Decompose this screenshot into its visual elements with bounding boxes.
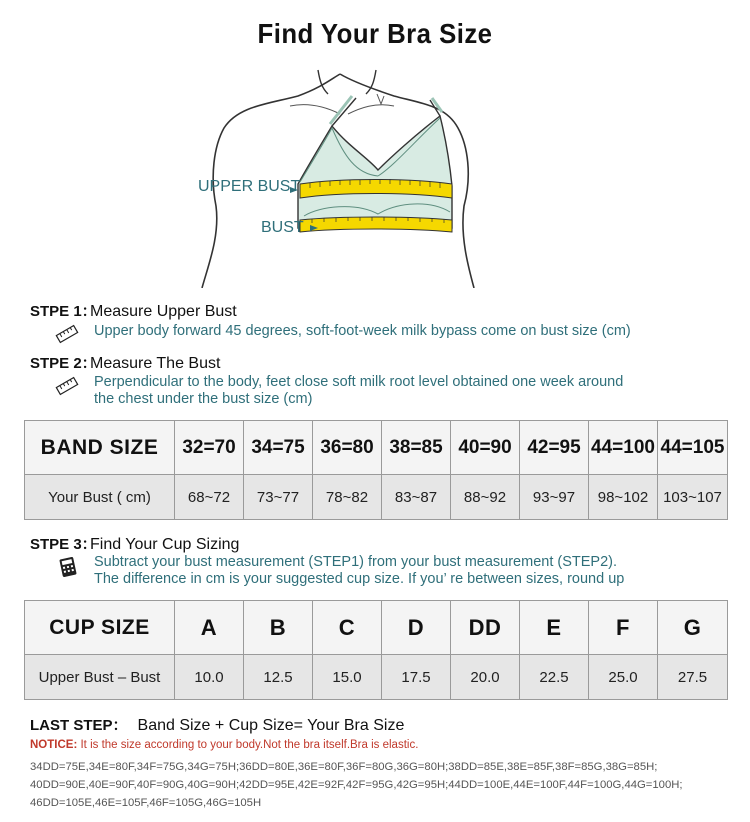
cup-value-cell: 12.5 bbox=[244, 655, 313, 700]
band-value-row bbox=[25, 475, 728, 520]
last-step-text: Band Size + Cup Size= Your Bra Size bbox=[137, 717, 405, 734]
cup-size-table bbox=[24, 600, 728, 700]
your-bust-label: Your Bust ( cm) bbox=[25, 475, 175, 520]
cup-header-cell: E bbox=[520, 601, 589, 655]
band-header-cell: 34=75 bbox=[244, 421, 313, 475]
size-conversion-list bbox=[30, 758, 730, 812]
step-2-heading bbox=[30, 352, 220, 373]
band-size-table bbox=[24, 420, 728, 520]
last-step-label: LAST STEP： bbox=[30, 717, 128, 734]
cup-value-cell: 10.0 bbox=[175, 655, 244, 700]
ruler-icon bbox=[55, 324, 79, 344]
notice bbox=[30, 739, 418, 751]
size-list-line-1: 34DD=75E,34E=80F,34F=75G,34G=75H;36DD=80E,36E=80F,36F=80G,36G=80H;38DD=85E,38E=85F,38F=85G,38G=85H; bbox=[30, 761, 658, 773]
bust-label: BUST bbox=[261, 219, 304, 236]
step-1-description: Upper body forward 45 degrees, soft-foot-week milk bypass come on bust size (cm) bbox=[94, 323, 631, 339]
cup-value-row bbox=[25, 655, 728, 700]
page-title: Find Your Bra Size bbox=[257, 18, 493, 49]
band-header-cell: 38=85 bbox=[382, 421, 451, 475]
cup-value-cell: 17.5 bbox=[382, 655, 451, 700]
cup-value-cell: 27.5 bbox=[658, 655, 728, 700]
step-3-description bbox=[94, 554, 624, 588]
size-list-line-2: 40DD=90E,40E=90F,40F=90G,40G=90H;42DD=95E,42E=92F,42F=95G,42G=95H;44DD=100E,44E=100F,44F=100G,44G=100H; bbox=[30, 779, 683, 791]
cup-header-cell: D bbox=[382, 601, 451, 655]
cup-header-cell: B bbox=[244, 601, 313, 655]
step-2-title: Measure The Bust bbox=[90, 355, 221, 372]
band-value-cell: 78~82 bbox=[313, 475, 382, 520]
step-2-description-line-2: the chest under the bust size (cm) bbox=[94, 391, 313, 407]
step-1-number: STPE 1： bbox=[30, 303, 97, 320]
step-3-description-line-2: The difference in cm is your suggested cup size. If you’ re between sizes, round up bbox=[94, 571, 625, 587]
notice-label: NOTICE: bbox=[30, 739, 78, 751]
notice-text: It is the size according to your body.Not the bra itself.Bra is elastic. bbox=[80, 739, 419, 751]
band-header-row bbox=[25, 421, 728, 475]
step-3-number: STPE 3： bbox=[30, 536, 97, 553]
band-value-cell: 73~77 bbox=[244, 475, 313, 520]
cup-size-header: CUP SIZE bbox=[25, 601, 175, 655]
cup-header-cell: A bbox=[175, 601, 244, 655]
band-header-cell: 44=105 bbox=[658, 421, 728, 475]
size-list-line-3: 46DD=105E,46E=105F,46F=105G,46G=105H bbox=[30, 797, 262, 809]
band-size-header: BAND SIZE bbox=[25, 421, 175, 475]
cup-header-cell: G bbox=[658, 601, 728, 655]
step-3-title: Find Your Cup Sizing bbox=[90, 536, 240, 553]
step-2-description bbox=[94, 374, 623, 408]
band-value-cell: 68~72 bbox=[175, 475, 244, 520]
cup-header-cell: F bbox=[589, 601, 658, 655]
upper-bust-label: UPPER BUST bbox=[198, 178, 301, 195]
ruler-icon bbox=[55, 376, 79, 396]
band-value-cell: 93~97 bbox=[520, 475, 589, 520]
calculator-icon bbox=[58, 556, 78, 578]
band-value-cell: 83~87 bbox=[382, 475, 451, 520]
band-value-cell: 88~92 bbox=[451, 475, 520, 520]
cup-value-cell: 25.0 bbox=[589, 655, 658, 700]
step-3-description-line-1: Subtract your bust measurement (STEP1) from your bust measurement (STEP2). bbox=[94, 554, 617, 570]
band-header-cell: 42=95 bbox=[520, 421, 589, 475]
step-1-title: Measure Upper Bust bbox=[90, 303, 237, 320]
bust-illustration bbox=[180, 66, 500, 288]
upper-bust-minus-bust-label: Upper Bust – Bust bbox=[25, 655, 175, 700]
cup-header-cell: DD bbox=[451, 601, 520, 655]
band-value-cell: 103~107 bbox=[658, 475, 728, 520]
last-step bbox=[30, 714, 404, 735]
cup-value-cell: 20.0 bbox=[451, 655, 520, 700]
step-1-heading bbox=[30, 300, 237, 321]
band-value-cell: 98~102 bbox=[589, 475, 658, 520]
step-2-description-line-1: Perpendicular to the body, feet close soft milk root level obtained one week around bbox=[94, 374, 624, 390]
step-3-heading bbox=[30, 533, 239, 554]
band-header-cell: 36=80 bbox=[313, 421, 382, 475]
cup-header-cell: C bbox=[313, 601, 382, 655]
cup-value-cell: 22.5 bbox=[520, 655, 589, 700]
band-header-cell: 44=100 bbox=[589, 421, 658, 475]
band-header-cell: 40=90 bbox=[451, 421, 520, 475]
step-2-number: STPE 2： bbox=[30, 355, 97, 372]
cup-value-cell: 15.0 bbox=[313, 655, 382, 700]
cup-header-row bbox=[25, 601, 728, 655]
band-header-cell: 32=70 bbox=[175, 421, 244, 475]
